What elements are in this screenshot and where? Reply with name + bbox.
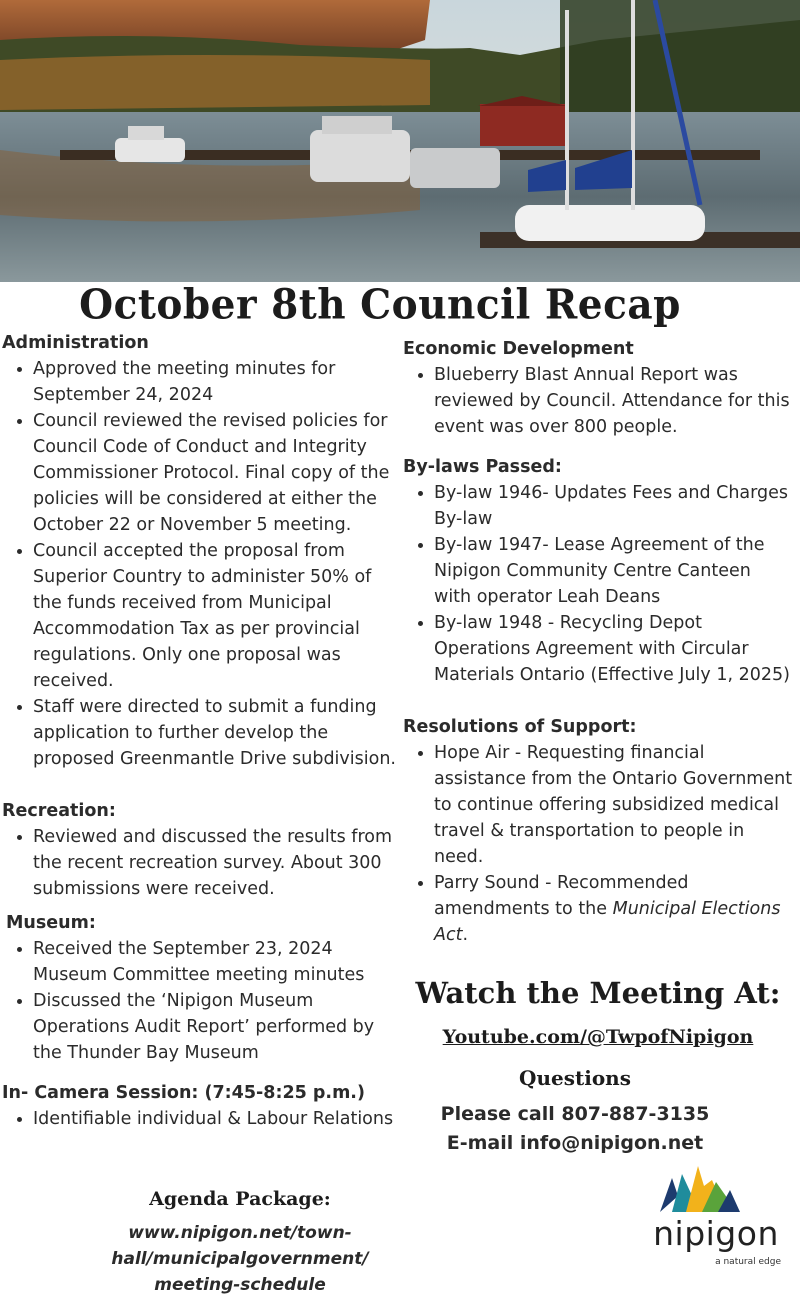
- logo-wordmark: nipigon: [653, 1214, 779, 1253]
- act-name: Municipal Elections Act: [434, 899, 781, 945]
- list-item: • By-law 1947- Lease Agreement of the Nipigon Community Centre Canteen with operator Leah Deans: [434, 532, 793, 610]
- list-item: [434, 870, 793, 948]
- spacer: [2, 902, 402, 910]
- resolutions-section: [403, 714, 793, 948]
- list-item: • Discussed the ‘Nipigon Museum Operations Audit Report’ performed by the Thunder Bay Museum: [33, 988, 402, 1066]
- agenda-url[interactable]: [0, 1220, 480, 1298]
- museum-section: [2, 910, 402, 1066]
- nipigon-logo: [646, 1160, 786, 1275]
- bylaws-heading: By-laws Passed:: [403, 457, 562, 477]
- administration-heading: Administration: [2, 333, 149, 353]
- bylaws-section: [403, 454, 793, 688]
- administration-list: [2, 356, 402, 772]
- harbour-photo-icon: [0, 0, 800, 282]
- economic-development-section: [403, 336, 793, 440]
- resolution-text: Parry Sound - Recommended amendments to the: [434, 873, 689, 919]
- in-camera-heading: In- Camera Session: (7:45-8:25 p.m.): [2, 1083, 365, 1103]
- left-column: [2, 330, 402, 1132]
- agenda-url-line: www.nipigon.net/town-hall/municipalgovernment/: [111, 1223, 369, 1269]
- watch-heading: Watch the Meeting At:: [415, 976, 781, 1010]
- recreation-section: [2, 798, 402, 902]
- museum-list: [2, 936, 402, 1066]
- agenda-url-line: meeting-schedule: [154, 1275, 326, 1295]
- spacer: [403, 440, 793, 454]
- list-item: • Council accepted the proposal from Superior Country to administer 50% of the funds received from Municipal Accommodation Tax as per provincial regulations. Only one proposal was received.: [33, 538, 402, 694]
- economic-development-list: [403, 362, 793, 440]
- list-item: • Staff were directed to submit a funding application to further develop the proposed Greenmantle Drive subdivision.: [33, 694, 402, 772]
- resolutions-list: [403, 740, 793, 948]
- logo-tagline: a natural edge: [715, 1257, 781, 1267]
- bylaws-list: [403, 480, 793, 688]
- email-contact: E-mail info@nipigon.net: [446, 1132, 704, 1154]
- youtube-link[interactable]: Youtube.com/@TwpofNipigon: [442, 1026, 754, 1048]
- in-camera-section: [2, 1080, 402, 1132]
- agenda-heading: Agenda Package:: [149, 1188, 331, 1210]
- recreation-heading: Recreation:: [2, 801, 116, 821]
- list-item: • Identifiable individual & Labour Relations: [33, 1106, 402, 1132]
- spacer: [2, 772, 402, 798]
- resolutions-heading: Resolutions of Support:: [403, 717, 637, 737]
- list-item: • Council reviewed the revised policies for Council Code of Conduct and Integrity Commissioner Protocol. Final copy of the policies will be considered at either the October 22 or November 5 meeting.: [33, 408, 402, 538]
- in-camera-list: [2, 1106, 402, 1132]
- economic-development-heading: Economic Development: [403, 339, 634, 359]
- list-item: • Approved the meeting minutes for September 24, 2024: [33, 356, 402, 408]
- questions-heading: Questions: [519, 1066, 631, 1090]
- list-item: • Blueberry Blast Annual Report was reviewed by Council. Attendance for this event was over 800 people.: [434, 362, 793, 440]
- page-title: October 8th Council Recap: [79, 280, 681, 330]
- list-item: • Reviewed and discussed the results from the recent recreation survey. About 300 submissions were received.: [33, 824, 402, 902]
- administration-section: [2, 330, 402, 772]
- harbour-photo: [0, 0, 800, 282]
- resolution-end: .: [462, 925, 469, 945]
- spacer: [403, 688, 793, 714]
- list-item: • By-law 1948 - Recycling Depot Operations Agreement with Circular Materials Ontario (Effective July 1, 2025): [434, 610, 793, 688]
- phone-contact: Please call 807-887-3135: [440, 1103, 710, 1125]
- recreation-list: [2, 824, 402, 902]
- spacer: [2, 1066, 402, 1080]
- nipigon-logo-icon: [646, 1160, 786, 1216]
- right-column: [403, 336, 793, 948]
- museum-heading: Museum:: [6, 913, 96, 933]
- list-item: • Received the September 23, 2024 Museum Committee meeting minutes: [33, 936, 402, 988]
- list-item: • By-law 1946- Updates Fees and Charges By-law: [434, 480, 793, 532]
- list-item: • Hope Air - Requesting financial assistance from the Ontario Government to continue offering subsidized medical travel & transportation to people in need.: [434, 740, 793, 870]
